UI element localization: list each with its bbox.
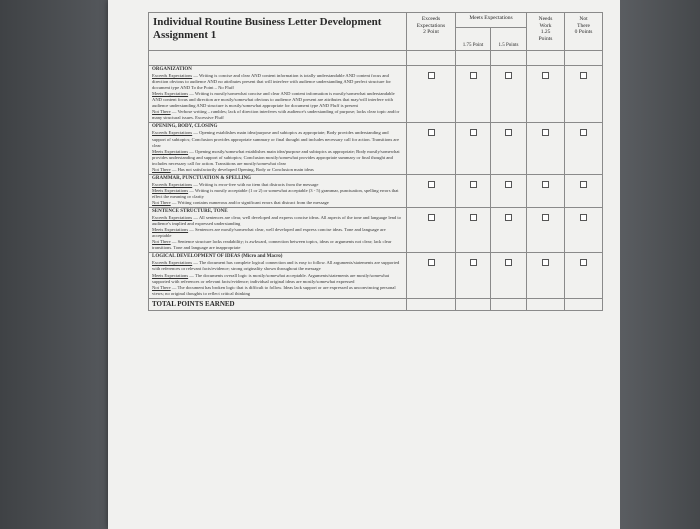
criterion-cell: [149, 253, 407, 298]
score-checkbox[interactable]: [505, 259, 512, 266]
score-cell-needs-work: [527, 66, 565, 123]
score-cell-needs-work: [527, 253, 565, 298]
header-needs-work: Needs Work 1.25 Points: [527, 13, 565, 51]
header-meets: Meets Expectations: [456, 13, 527, 28]
spacer-row: [149, 51, 603, 66]
level-label: Meets Expectations: [152, 148, 189, 154]
criterion-level: Not There — Verbose writing – rambles; lack of direction interferes with audience's understanding of purpose; lacks clear topic and/or many structural issues. Excessive Fluff: [152, 109, 400, 121]
criterion-row: [149, 174, 603, 207]
score-checkbox[interactable]: [580, 129, 587, 136]
score-checkbox[interactable]: [470, 72, 477, 79]
score-checkbox[interactable]: [542, 214, 549, 221]
criterion-heading: LOGICAL DEVELOPMENT OF IDEAS (Micro and Macro): [152, 254, 283, 260]
header-meets-low: 1.5 Points: [491, 28, 527, 51]
score-checkbox[interactable]: [428, 72, 435, 79]
score-checkbox[interactable]: [505, 181, 512, 188]
header-exceeds: Exceeds Expectations 2 Point: [407, 13, 456, 51]
level-description: Opening establishes main idea/purpose and subtopics as appropriate; Body provides understanding and support of subtopics; Conclusion provides appropriate summary or final thought and includes necessary call for action. Transitions are clear: [152, 130, 399, 148]
criterion-row: [149, 253, 603, 298]
score-cell-meets-low: [491, 123, 527, 174]
criterion-level: Not There — Sentence structure lacks readability; is awkward, connection between topics, ideas or arguments not clear; lack clear transitions. Tone and language are inappropriate: [152, 239, 392, 251]
score-cell-exceeds: [407, 66, 456, 123]
level-description: Has not satisfactorily developed Opening, Body or Conclusion main ideas: [177, 166, 314, 172]
criterion-heading: SENTENCE STRUCTURE, TONE: [152, 209, 228, 215]
level-description: Writing is mostly acceptable (1 or 2) or somewhat acceptable (3 - 5) grammar, punctuation, spelling errors that effect the meaning or clarity: [152, 187, 399, 199]
level-description: Writing is mostly/somewhat concise and clear AND content information is mostly/somewhat understandable AND content focus and direction are mostly/somewhat obvious to audience AND present are attributes that may/will interfere with audience understanding AND structure is mostly/somewhat appropriate for document type AND Fluff is present: [152, 91, 395, 109]
score-checkbox[interactable]: [542, 259, 549, 266]
criterion-level: Meets Expectations — Writing is mostly/somewhat concise and clear AND content information is mostly/somewhat understandable AND content focus and direction are mostly/somewhat obvious to audience AND present are attributes that may/will interfere with audience understanding AND structure is mostly/somewhat appropriate for document type AND Fluff is present: [152, 91, 395, 109]
score-checkbox[interactable]: [428, 181, 435, 188]
score-checkbox[interactable]: [505, 129, 512, 136]
criterion-level: Meets Expectations — Sentences are mostly/somewhat clear, well developed and express concise ideas. Tone and language are acceptable: [152, 227, 386, 239]
score-checkbox[interactable]: [505, 72, 512, 79]
level-label: Exceeds Expectations: [152, 130, 193, 136]
criterion-cell: [149, 208, 407, 253]
score-cell-not-there: [565, 174, 603, 207]
level-description: Verbose writing – rambles; lack of direction interferes with audience's understanding of purpose; lacks clear topic and/or many structural issues. Excessive Fluff: [152, 109, 400, 121]
criterion-cell: [149, 123, 407, 174]
criterion-level: Not There — The document has broken logic that is difficult to follow. Ideas lack support or are expressed as unconvincing personal views; no original thoughts to reflect critical thinking: [152, 284, 396, 296]
score-checkbox[interactable]: [542, 181, 549, 188]
criterion-cell: [149, 66, 407, 123]
score-cell-meets-low: [491, 253, 527, 298]
criterion-level: Exceeds Expectations — Writing is error-free with no item that distracts from the message: [152, 181, 319, 187]
header-not-there: Not There 0 Points: [565, 13, 603, 51]
level-description: Sentence structure lacks readability; is awkward, connection between topics, ideas or arguments not clear; lack clear transitions. Tone and language are inappropriate: [152, 239, 392, 251]
score-cell-meets-high: [456, 174, 491, 207]
score-cell-meets-high: [456, 123, 491, 174]
score-cell-not-there: [565, 123, 603, 174]
score-cell-exceeds: [407, 123, 456, 174]
criterion-level: Exceeds Expectations — All sentences are clear, well developed and express concise ideas. All aspects of the tone and language lend to audience's implied and expressed understanding: [152, 215, 401, 227]
score-cell-exceeds: [407, 253, 456, 298]
score-cell-meets-high: [456, 66, 491, 123]
score-checkbox[interactable]: [470, 259, 477, 266]
level-label: Not There: [152, 109, 171, 115]
level-label: Not There: [152, 284, 171, 290]
level-label: Exceeds Expectations: [152, 73, 193, 79]
criterion-level: Meets Expectations — Writing is mostly acceptable (1 or 2) or somewhat acceptable (3 - 5) grammar, punctuation, spelling errors that effect the meaning or clarity: [152, 187, 399, 199]
score-checkbox[interactable]: [580, 72, 587, 79]
score-checkbox[interactable]: [470, 181, 477, 188]
criterion-level: Not There — Has not satisfactorily developed Opening, Body or Conclusion main ideas: [152, 166, 314, 172]
level-label: Meets Expectations: [152, 227, 189, 233]
level-label: Not There: [152, 166, 171, 172]
level-description: Writing is error-free with no item that distracts from the message: [199, 181, 319, 187]
criterion-heading: OPENING, BODY, CLOSING: [152, 124, 218, 130]
score-cell-meets-low: [491, 208, 527, 253]
criterion-level: Exceeds Expectations — The document has complete logical connection and is easy to follow. All arguments/statements are supported with references or relevant facts/evidence; strong originality shown throughout the message: [152, 260, 400, 272]
criterion-heading: GRAMMAR, PUNCTUATION & SPELLING: [152, 175, 252, 181]
score-cell-meets-low: [491, 174, 527, 207]
score-cell-exceeds: [407, 174, 456, 207]
criterion-row: [149, 208, 603, 253]
score-checkbox[interactable]: [428, 129, 435, 136]
score-checkbox[interactable]: [580, 214, 587, 221]
level-label: Exceeds Expectations: [152, 260, 193, 266]
level-description: All sentences are clear, well developed and express concise ideas. All aspects of the tone and language lend to audience's implied and expressed understanding: [152, 215, 401, 227]
level-label: Not There: [152, 239, 171, 245]
level-label: Exceeds Expectations: [152, 181, 193, 187]
score-checkbox[interactable]: [542, 129, 549, 136]
document-subtitle: Assignment 1: [153, 29, 217, 41]
level-description: Writing contains numerous and/or significant errors that distract from the message: [177, 199, 329, 205]
criterion-row: [149, 123, 603, 174]
score-checkbox[interactable]: [428, 259, 435, 266]
criterion-level: Not There — Writing contains numerous and/or significant errors that distract from the message: [152, 199, 329, 205]
header-meets-high: 1.75 Point: [456, 28, 491, 51]
score-cell-not-there: [565, 208, 603, 253]
score-checkbox[interactable]: [505, 214, 512, 221]
score-checkbox[interactable]: [580, 181, 587, 188]
title-cell: [149, 13, 407, 51]
score-cell-not-there: [565, 253, 603, 298]
level-label: Meets Expectations: [152, 91, 189, 97]
criterion-level: Meets Expectations — Opening mostly/somewhat establishes main idea/purpose and subtopics as appropriate; Body mostly/somewhat provides understanding and support of subtopics; Conclusion mostly/somewhat provides appropriate summary or final thought and includes necessary call for action. Transitions are mostly/somewhat clear: [152, 148, 400, 166]
score-cell-needs-work: [527, 208, 565, 253]
score-checkbox[interactable]: [542, 72, 549, 79]
document-title: Individual Routine Business Letter Development: [153, 16, 382, 28]
score-cell-meets-high: [456, 253, 491, 298]
level-description: The document has complete logical connection and is easy to follow. All arguments/statements are supported with references or relevant facts/evidence; strong originality shown throughout the message: [152, 260, 400, 272]
scan-background-right: [620, 0, 700, 529]
criterion-level: Exceeds Expectations — Writing is concise and clear AND content information is totally understandable AND content focus and direction obvious to audience AND no attributes present that will interfere with audience understanding AND perfect structure for document type AND To the Point – No Fluff: [152, 73, 391, 91]
level-description: Writing is concise and clear AND content information is totally understandable AND content focus and direction obvious to audience AND no attributes present that will interfere with audience understanding AND perfect structure for document type AND To the Point – No Fluff: [152, 73, 391, 91]
rubric-table: [148, 12, 603, 311]
score-cell-not-there: [565, 66, 603, 123]
level-description: Opening mostly/somewhat establishes main idea/purpose and subtopics as appropriate; Body mostly/somewhat provides understanding and support of subtopics; Conclusion mostly/somewhat provides appropriate summary or final thought and includes necessary call for action. Transitions are mostly/somewhat clear: [152, 148, 400, 166]
score-cell-exceeds: [407, 208, 456, 253]
level-label: Exceeds Expectations: [152, 215, 193, 221]
score-cell-needs-work: [527, 174, 565, 207]
score-checkbox[interactable]: [470, 129, 477, 136]
criterion-row: [149, 66, 603, 123]
criterion-heading: ORGANIZATION: [152, 67, 192, 72]
criterion-level: Meets Expectations — The documents overall logic is mostly/somewhat acceptable. Arguments/statements are mostly/somewhat supported with references or relevant facts/evidence; individual original ideas are mostly/somewhat expressed: [152, 272, 390, 284]
total-points-label: TOTAL POINTS EARNED: [149, 298, 407, 310]
total-row: [149, 298, 603, 310]
header-row: [149, 13, 603, 28]
level-description: The documents overall logic is mostly/somewhat acceptable. Arguments/statements are mostly/somewhat supported with references or relevant facts/evidence; individual original ideas are mostly/somewhat expressed: [152, 272, 390, 284]
score-checkbox[interactable]: [428, 214, 435, 221]
level-label: Meets Expectations: [152, 187, 189, 193]
score-cell-meets-high: [456, 208, 491, 253]
level-label: Meets Expectations: [152, 272, 189, 278]
score-checkbox[interactable]: [470, 214, 477, 221]
level-description: Sentences are mostly/somewhat clear, well developed and express concise ideas. Tone and language are acceptable: [152, 227, 386, 239]
scan-background-left: [0, 0, 108, 529]
score-cell-needs-work: [527, 123, 565, 174]
criterion-cell: [149, 174, 407, 207]
level-label: Not There: [152, 199, 171, 205]
score-checkbox[interactable]: [580, 259, 587, 266]
criterion-level: Exceeds Expectations — Opening establishes main idea/purpose and subtopics as appropriate; Body provides understanding and support of subtopics; Conclusion provides appropriate summary or final thought and includes necessary call for action. Transitions are clear: [152, 130, 399, 148]
level-description: The document has broken logic that is difficult to follow. Ideas lack support or are expressed as unconvincing personal views; no original thoughts to reflect critical thinking: [152, 284, 396, 296]
score-cell-meets-low: [491, 66, 527, 123]
